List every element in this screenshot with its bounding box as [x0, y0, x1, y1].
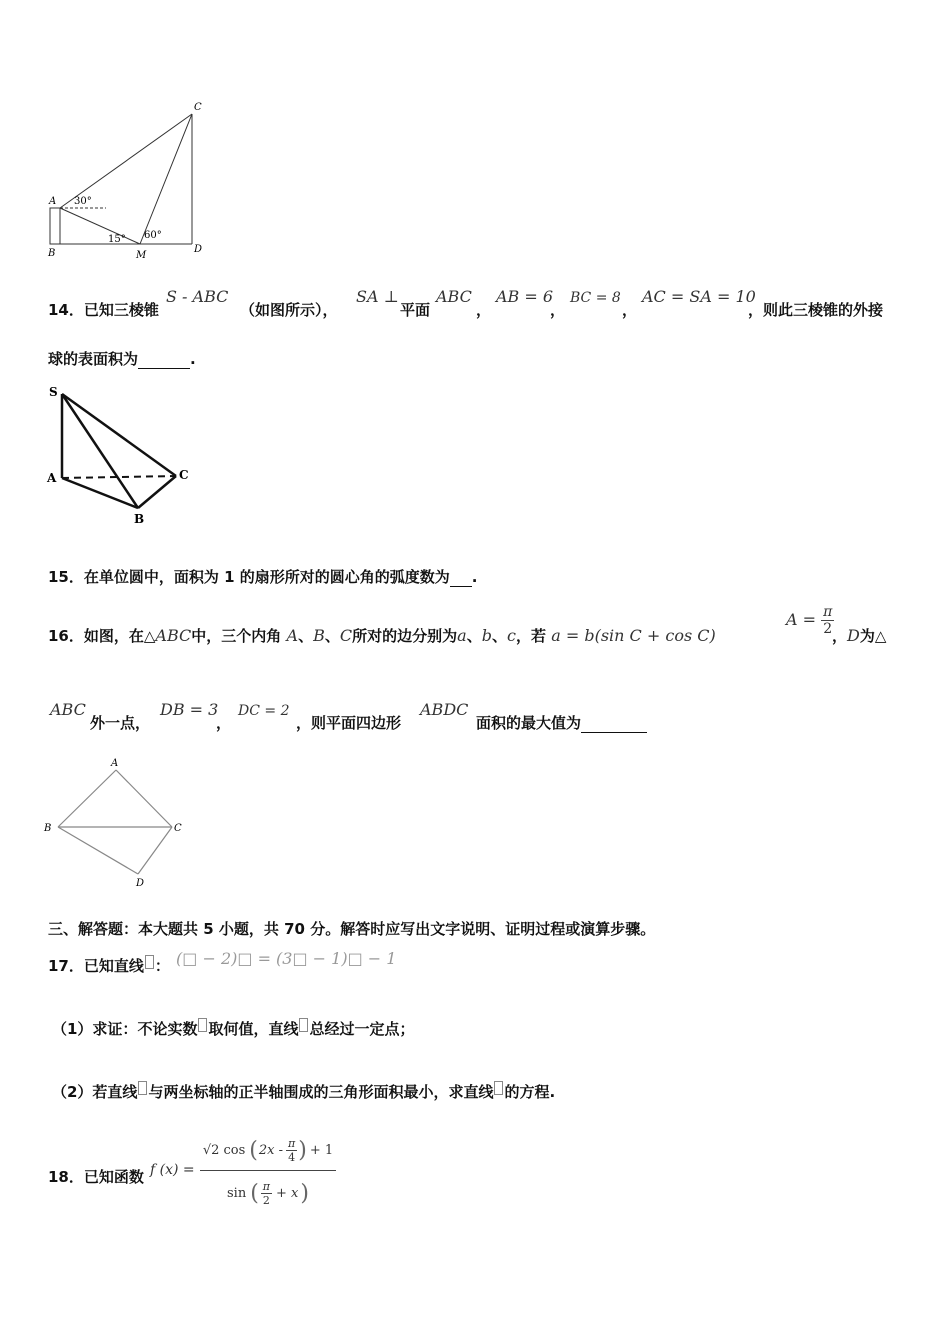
q16-dun-3: 、 [466, 627, 482, 645]
q16-comma-1: ， [515, 627, 531, 645]
missing-glyph-box [198, 1018, 207, 1032]
q16-a: a [457, 626, 467, 645]
angle-15: 15° [108, 234, 126, 245]
q18-pi-bottom: π [262, 1179, 271, 1193]
q18-four: 4 [288, 1150, 296, 1164]
q17-p1c: 总经过一定点； [309, 1020, 415, 1038]
edge-bd [58, 827, 138, 874]
label-A: A [47, 471, 57, 485]
label-D: D [194, 244, 203, 255]
angle-30: 30° [74, 196, 92, 207]
q18-denominator: sin ( $\frac{\pi}{2}$ + x ) [227, 1179, 309, 1207]
q18-denom-b: + x [276, 1185, 299, 1201]
label-B: B [48, 248, 56, 259]
label-M: M [136, 250, 147, 261]
missing-glyph-box [145, 955, 154, 969]
q14-text-plane: 平面 [400, 301, 431, 319]
q17-formula: (□ − 2)□ = (3□ − 1)□ − 1 [176, 949, 397, 968]
q17-line [48, 955, 170, 976]
q14-math-sa-perp: SA ⊥ [356, 287, 399, 306]
q16-text-3: 所对的边分别为 [352, 627, 458, 645]
q16-wei: 为△ [859, 627, 887, 645]
q16-A: A [286, 626, 299, 645]
q16-b: b [481, 626, 492, 645]
q15 [48, 566, 477, 587]
q17-num: 17．已知直线 [48, 957, 144, 975]
q14-line2 [48, 348, 196, 369]
q16-pi: π [823, 604, 833, 620]
label-C: C [194, 102, 202, 113]
q17-p2b: 与两坐标轴的正半轴围成的三角形面积最小，求直线 [148, 1083, 494, 1101]
q16-equation: a = b(sin C + cos C) [551, 626, 716, 645]
q17-part1 [52, 1018, 414, 1039]
q16-comma-3: ， [216, 714, 232, 732]
q14-sep-3: ， [622, 301, 638, 319]
q16-B: B [313, 626, 325, 645]
q18-numerator: √2 cos ( 2x - $\frac{\pi}{4}$ ) + 1 [200, 1130, 336, 1171]
q17-colon: ： [154, 957, 170, 975]
edge-cd [138, 827, 172, 874]
q18-num: 18．已知函数 [48, 1168, 144, 1186]
label-S: S [49, 385, 58, 399]
q16-text-5: ，则平面四边形 [296, 714, 402, 732]
q16-line1-tail [832, 625, 886, 646]
q16-comma-2: ， [832, 627, 848, 645]
q16-line2-abc: ABC [50, 700, 86, 719]
q16-num: 16．如图，在△ [48, 627, 156, 645]
label-D: D [136, 878, 145, 889]
label-C: C [179, 468, 189, 482]
q17-part2 [52, 1081, 555, 1102]
missing-glyph-box [138, 1081, 147, 1095]
q16-wai: 外一点， [90, 714, 151, 732]
q15-text: 15．在单位圆中，面积为 1 的扇形所对的圆心角的弧度数为 [48, 568, 450, 586]
q14-answer-blank [138, 350, 190, 369]
edge-sb [62, 394, 138, 508]
q18-numer-a: √2 cos [202, 1142, 246, 1158]
q14-line2-text: 球的表面积为 [48, 350, 139, 368]
q14-math-bc: BC = 8 [570, 290, 621, 306]
section-3-heading: 三、解答题：本大题共 5 小题，共 70 分。解答时应写出文字说明、证明过程或演算步骤。 [48, 920, 656, 938]
q14-sep-1: ， [476, 301, 492, 319]
q15-answer-blank [450, 568, 472, 587]
q16-dun-1: 、 [298, 627, 314, 645]
q16-line1 [48, 625, 716, 646]
edge-bc [138, 476, 176, 508]
q17-p2a: （2）若直线 [52, 1083, 138, 1101]
q14-math-abc: ABC [436, 287, 472, 306]
edge-ac [116, 770, 172, 827]
label-C: C [174, 823, 182, 834]
q16-D: D [847, 626, 860, 645]
q16-two: 2 [823, 621, 833, 637]
label-B: B [44, 823, 52, 834]
label-B: B [134, 512, 145, 526]
q16-condition-A [786, 604, 834, 637]
edge-ab [58, 770, 116, 827]
q16-ruo: 若 [530, 627, 546, 645]
q18-pi-over-2 [261, 1180, 272, 1207]
q14-sep-2: ， [550, 301, 566, 319]
q16-text-6: 面积的最大值为 [476, 714, 582, 732]
q16-tail [476, 712, 647, 733]
q14-math-ab: AB = 6 [496, 287, 554, 306]
q16-abdc: ABDC [420, 700, 469, 719]
q16-c: c [506, 626, 516, 645]
line-cm [140, 114, 192, 244]
figure-q13 [44, 96, 214, 266]
figure-q16 [40, 752, 200, 894]
q18-numer-c: + 1 [309, 1142, 334, 1158]
missing-glyph-box [299, 1018, 308, 1032]
line-ac [60, 114, 192, 208]
q16-A-eq: A = [786, 610, 817, 629]
q16-C: C [339, 626, 353, 645]
q18-fraction [200, 1130, 336, 1215]
line-am [60, 208, 140, 244]
angle-60: 60° [144, 230, 162, 241]
q18-two: 2 [262, 1193, 270, 1207]
q14-num: 14．已知三棱锥 [48, 301, 159, 319]
q14-end: . [190, 350, 196, 368]
label-A: A [111, 758, 119, 769]
q18-pi-top: π [288, 1136, 296, 1150]
q16-dun-2: 、 [324, 627, 340, 645]
q14-math-sabc: S - ABC [166, 287, 229, 306]
q16-db: DB = 3 [160, 700, 219, 719]
q16-dc: DC = 2 [238, 703, 290, 719]
q16-abc: ABC [155, 626, 192, 645]
q17-p1a: （1）求证：不论实数 [52, 1020, 198, 1038]
q16-dun-4: 、 [491, 627, 507, 645]
q17-p2c: 的方程. [504, 1083, 556, 1101]
q15-end: . [471, 568, 478, 586]
q17-p1b: 取何值，直线 [208, 1020, 299, 1038]
q18-numer-b: 2x - [258, 1142, 284, 1158]
rect-ab [50, 208, 60, 244]
q14-text-2: （如图所示）， [240, 301, 338, 319]
q14-math-ac-sa: AC = SA = 10 [642, 287, 756, 306]
q18-denom-a: sin [227, 1185, 247, 1201]
figure-q14 [44, 382, 204, 532]
q16-answer-blank [581, 714, 647, 733]
q18-pi-over-4 [286, 1137, 297, 1164]
edge-sc [62, 394, 176, 476]
q14-text-4: ，则此三棱锥的外接 [748, 301, 884, 319]
missing-glyph-box [494, 1081, 503, 1095]
q16-text-2: 中，三个内角 [191, 627, 282, 645]
label-A: A [49, 196, 57, 207]
q18-fx: f (x) = [150, 1162, 195, 1178]
